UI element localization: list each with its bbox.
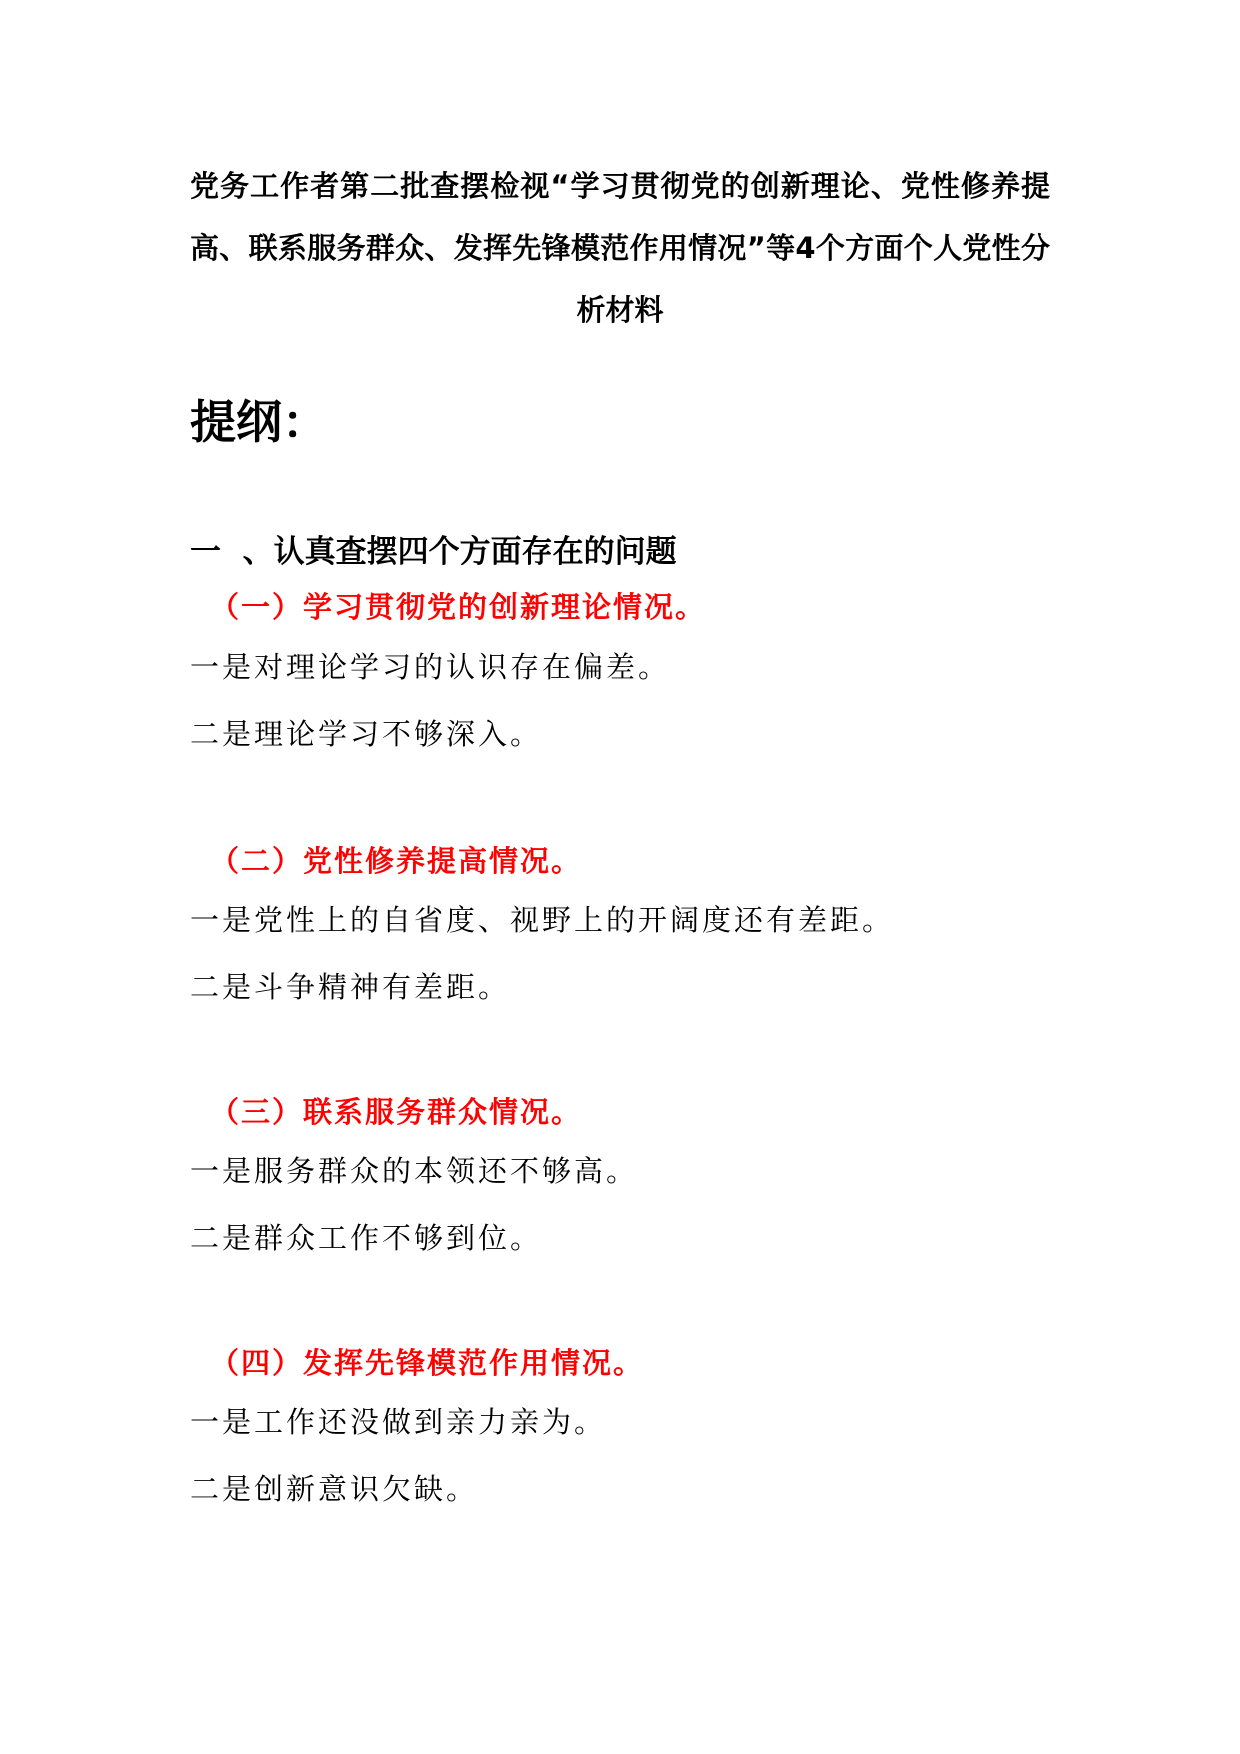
subsection-2-item-2: 二是斗争精神有差距。 [190,970,511,1004]
subsection-4-heading: （四）发挥先锋模范作用情况。 [210,1346,645,1380]
outline-label: 提纲： [190,395,328,449]
subsection-3-item-2: 二是群众工作不够到位。 [190,1221,543,1255]
subsection-3-heading: （三）联系服务群众情况。 [210,1095,583,1129]
subsection-1-heading: （一）学习贯彻党的创新理论情况。 [210,590,707,624]
document-title: 党务工作者第二批查摆检视“学习贯彻党的创新理论、党性修养提高、联系服务群众、发挥先锋模范作用情况”等4个方面个人党性分析材料 [190,169,1050,327]
subsection-3-item-1: 一是服务群众的本领还不够高。 [190,1154,639,1188]
subsection-4-item-1: 一是工作还没做到亲力亲为。 [190,1405,607,1439]
subsection-1-item-1: 一是对理论学习的认识存在偏差。 [190,650,671,684]
subsection-4-item-2: 二是创新意识欠缺。 [190,1472,479,1506]
subsection-1-item-2: 二是理论学习不够深入。 [190,717,543,751]
section-1-heading: 一 、认真查摆四个方面存在的问题 [190,534,677,570]
subsection-2-heading: （二）党性修养提高情况。 [210,844,583,878]
subsection-2-item-1: 一是党性上的自省度、视野上的开阔度还有差距。 [190,903,895,937]
